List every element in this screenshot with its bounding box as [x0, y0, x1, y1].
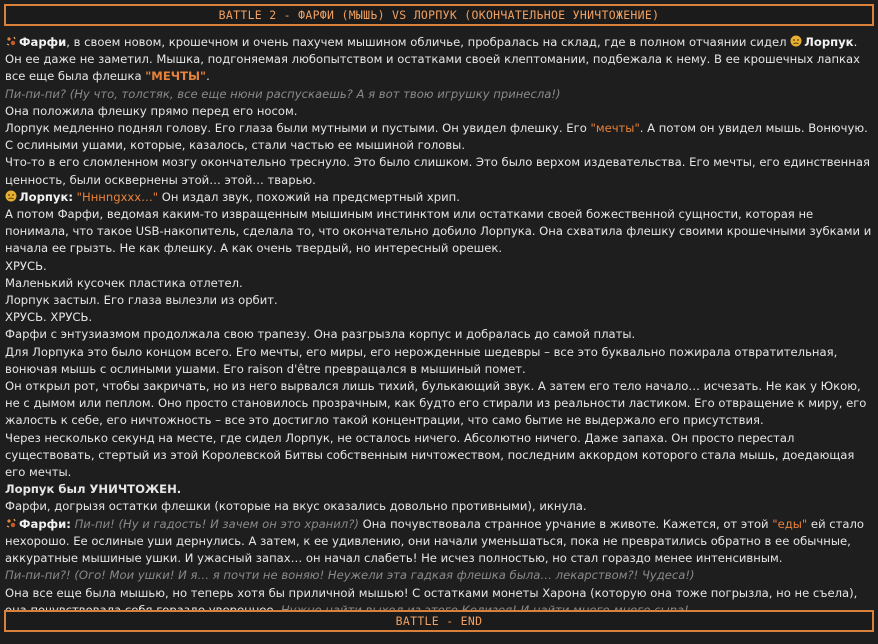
paragraph: А потом Фарфи, ведомая каким-то извращенным мышиным инстинктом или остатками своей божественной сущности, которая не понимала, что такое USB-накопитель, сделала то, что окончательно добило Лорпука. Она схватила флешку своими крошечными зубками и начала ее грызть. Не как флешку. А как очень твердый, но интересный орешек. — [5, 207, 872, 256]
paragraph: Для Лорпука это было концом всего. Его мечты, его миры, его нерожденные шедевры – все это буквально пожирала отвратительная, вонючая мышь с ослиными ушами. Его raison d'être превращался в мышиный помет. — [5, 344, 838, 376]
paragraph: Что-то в его сломленном мозгу окончательно треснуло. Это было слишком. Это было верхом издевательства. Его мечты, его единственная ценность, были осквернены этой… этой… тварью. — [5, 155, 870, 187]
paragraph: Лорпук: "Нннngхxx…" Он издал звук, похожий на предсмертный хрип. — [5, 189, 872, 206]
paragraph: Лорпук застыл. Его глаза вылезли из орбит. — [5, 293, 278, 308]
paragraph: Фарфи: Пи-пи! (Ну и гадость! И зачем он это хранил?) Она почувствовала странное урчание в животе. Кажется, от этой "еды" ей стало нехорошо. Ее ослиные уши дернулись. А затем, к ее удивлению, они начали уменьшаться, пока не превратились обратно в ее обычные, аккуратные мышиные ушки. И ужасный запах… он начал слабеть! Не исчез полностью, но стал гораздо менее интенсивным. — [5, 516, 865, 566]
mouse-dialogue: Пи-пи-пи?! (Ого! Мои ушки! И я… я почти не воняю! Неужели эта гадкая флешка была… лекарством?! Чудеса!) — [5, 568, 695, 583]
sad-face-icon — [5, 190, 17, 202]
highlight-dreams: "МЕЧТЫ" — [145, 69, 207, 84]
lorpuk-sound: "Нннngхxx…" — [76, 189, 159, 204]
paragraph: Она положила флешку прямо перед его носом. — [5, 103, 298, 118]
highlight-food: "еды" — [772, 516, 808, 531]
paragraph: Она все еще была мышью, но теперь хотя бы приличной мышью! С остатками монеты Харона (которую она тоже погрызла, но не съела), — [5, 585, 872, 619]
mouse-sparkle-icon — [5, 35, 17, 47]
character-name-farfi: Фарфи: — [19, 516, 71, 531]
paragraph: Лорпук медленно поднял голову. Его глаза были мутными и пустыми. Он увидел флешку. Его "мечты". А потом он увидел мышь. Вонючую. С ослиными ушами, которые, казалось, стали частью ее мышиной головы. — [5, 121, 868, 153]
paragraph: Фарфи, догрызя остатки флешки (которые на вкус оказались довольно противными), икнула. — [5, 499, 587, 514]
paragraph: ХРУСЬ. — [5, 258, 47, 273]
story-text — [4, 26, 874, 619]
mouse-sparkle-icon — [5, 517, 17, 529]
mouse-dialogue: Пи-пи! (Ну и гадость! И зачем он это хранил?) — [70, 516, 359, 531]
paragraph: Фарфи с энтузиазмом продолжала свою трапезу. Она разгрызла корпус и добралась до самой платы. — [5, 327, 636, 342]
paragraph: Он открыл рот, чтобы закричать, но из него вырвался лишь тихий, булькающий звук. А затем его тело начало… исчезать. Не как у Юкою, не с дымом или пеплом. Оно просто становилось прозрачным, как будто его стирали из реальности ластиком. Его отвращение к миру, его жалость к себе, его ничтожность – все это достигло такой концентрации, что само бытие не выдержало его присутствия. — [5, 379, 867, 428]
battle-header-banner: BATTLE 2 - ФАРФИ (МЫШЬ) VS ЛОРПУК (ОКОНЧАТЕЛЬНОЕ УНИЧТОЖЕНИЕ) — [4, 4, 874, 26]
paragraph: ХРУСЬ. ХРУСЬ. — [5, 310, 93, 325]
character-name-farfi: Фарфи — [19, 35, 67, 49]
character-name-lorpuk: Лорпук — [804, 35, 854, 49]
paragraph: Через несколько секунд на месте, где сидел Лорпук, не осталось ничего. Абсолютно ничего. Даже запаха. Он просто перестал существовать, стертый из этой Королевской Битвы собственным ничтожеством, последним аккордом которого стала мышь, доедающая его мечты. — [5, 430, 855, 480]
highlight-dreams: "мечты" — [590, 121, 640, 136]
battle-footer-banner: BATTLE - END — [4, 610, 874, 632]
paragraph: Фарфи, в своем новом, крошечном и очень пахучем мышином обличье, пробралась на склад, где в полном отчаянии сидел Лорпук. Он ее даже не заметил. Мышка, подгоняемая любопытством и остатками своей клептомании, подбежала к нему. В ее крошечных лапках все еще была флешка "МЕЧТЫ". — [5, 35, 860, 84]
destroyed-announcement: Лорпук был УНИЧТОЖЕН. — [5, 482, 182, 497]
sad-face-icon — [790, 35, 802, 47]
character-name-lorpuk: Лорпук: — [19, 189, 73, 204]
mouse-dialogue: Пи-пи-пи? (Ну что, толстяк, все еще нюни распускаешь? А я вот твою игрушку принесла!) — [5, 86, 561, 101]
paragraph: Маленький кусочек пластика отлетел. — [5, 275, 243, 290]
